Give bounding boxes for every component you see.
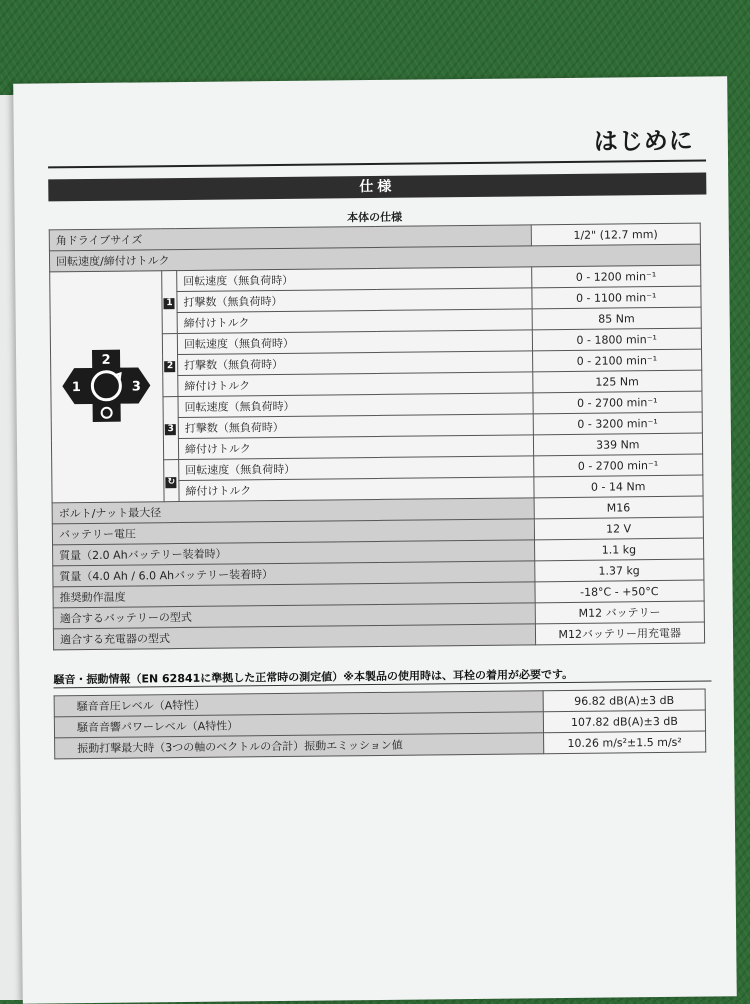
drive-size-label: 角ドライブサイズ (49, 225, 531, 251)
drive-size-value: 1/2" (12.7 mm) (531, 223, 701, 246)
row-label: バッテリー電圧 (52, 519, 534, 545)
row-value: M12バッテリー用充電器 (535, 622, 705, 645)
mode-dial-icon (58, 345, 155, 426)
row-value: 0 - 3200 min⁻¹ (533, 412, 703, 435)
mode-badge-cell (163, 397, 179, 460)
speed-torque-label: 回転速度/締付けトルク (49, 244, 700, 272)
mode-3-badge: 3 (165, 424, 176, 435)
mode-2-badge: 2 (165, 361, 176, 372)
mode-dial-cell (50, 271, 164, 503)
row-label: 打撃数（無負荷時） (177, 288, 532, 313)
manual-page (13, 76, 737, 1003)
row-value: M12 バッテリー (535, 601, 705, 624)
row-label: 適合する充電器の型式 (53, 624, 535, 650)
row-label: 回転速度（無負荷時） (178, 393, 533, 418)
noise-vibration-heading: 騒音・振動情報（EN 62841に準拠した正常時の測定値）※本製品の使用時は、耳栓の着用が必要です。 (53, 667, 574, 687)
bolt-mode-badge: ↻ (167, 476, 176, 487)
row-value: 0 - 1100 min⁻¹ (531, 286, 701, 309)
row-value: 10.26 m/s²±1.5 m/s² (544, 731, 706, 754)
row-value: 0 - 2100 min⁻¹ (532, 349, 702, 372)
title-rule (48, 160, 706, 169)
row-value: 0 - 2700 min⁻¹ (532, 391, 702, 414)
row-label: 質量（2.0 Ahバッテリー装着時） (53, 540, 535, 566)
spec-table (49, 205, 706, 651)
row-value: 1.1 kg (534, 538, 704, 561)
row-label: 締付けトルク (177, 309, 532, 334)
dial-number-2: 2 (101, 352, 112, 368)
row-label: 打撃数（無負荷時） (178, 351, 533, 376)
row-value: M16 (534, 496, 704, 519)
row-label: 打撃数（無負荷時） (178, 414, 533, 439)
row-label: 回転速度（無負荷時） (179, 456, 534, 481)
page-title: はじめに (593, 126, 694, 156)
row-label: 騒音音圧レベル（A特性） (54, 691, 543, 717)
mode-badge-cell (162, 334, 178, 397)
row-value: 1.37 kg (534, 559, 704, 582)
row-label: 締付けトルク (179, 477, 534, 502)
row-value: 0 - 14 Nm (533, 475, 703, 498)
row-value: 12 V (534, 517, 704, 540)
row-value: 107.82 dB(A)±3 dB (543, 710, 705, 733)
row-label: ボルト/ナット最大径 (52, 498, 534, 524)
row-label: 締付けトルク (178, 435, 533, 460)
noise-table (54, 689, 707, 760)
row-value: 85 Nm (532, 307, 702, 330)
mode-badge-cell (162, 271, 178, 334)
row-value: 96.82 dB(A)±3 dB (543, 689, 705, 712)
row-label: 推奨動作温度 (53, 582, 535, 608)
row-value: 125 Nm (532, 370, 702, 393)
row-label: 適合するバッテリーの型式 (53, 603, 535, 629)
row-value: -18°C - +50°C (534, 580, 704, 603)
row-label: 締付けトルク (178, 372, 533, 397)
row-label: 騒音音響パワーレベル（A特性） (54, 712, 543, 738)
mode-badge-cell (164, 460, 179, 502)
dial-number-3: 3 (132, 378, 142, 395)
row-value: 0 - 2700 min⁻¹ (533, 454, 703, 477)
spec-caption: 本体の仕様 (49, 205, 700, 230)
section-header: 仕様 (48, 173, 706, 202)
row-value: 0 - 1200 min⁻¹ (531, 265, 701, 288)
row-label: 回転速度（無負荷時） (177, 330, 532, 355)
row-label: 質量（4.0 Ah / 6.0 Ahバッテリー装着時） (53, 561, 535, 587)
row-value: 339 Nm (533, 433, 703, 456)
mode-1-badge: 1 (164, 298, 175, 309)
row-label: 振動打撃最大時（3つの軸のベクトルの合計）振動エミッション値 (55, 733, 544, 759)
row-value: 0 - 1800 min⁻¹ (532, 328, 702, 351)
row-label: 回転速度（無負荷時） (177, 267, 532, 292)
dial-number-1: 1 (72, 379, 82, 395)
